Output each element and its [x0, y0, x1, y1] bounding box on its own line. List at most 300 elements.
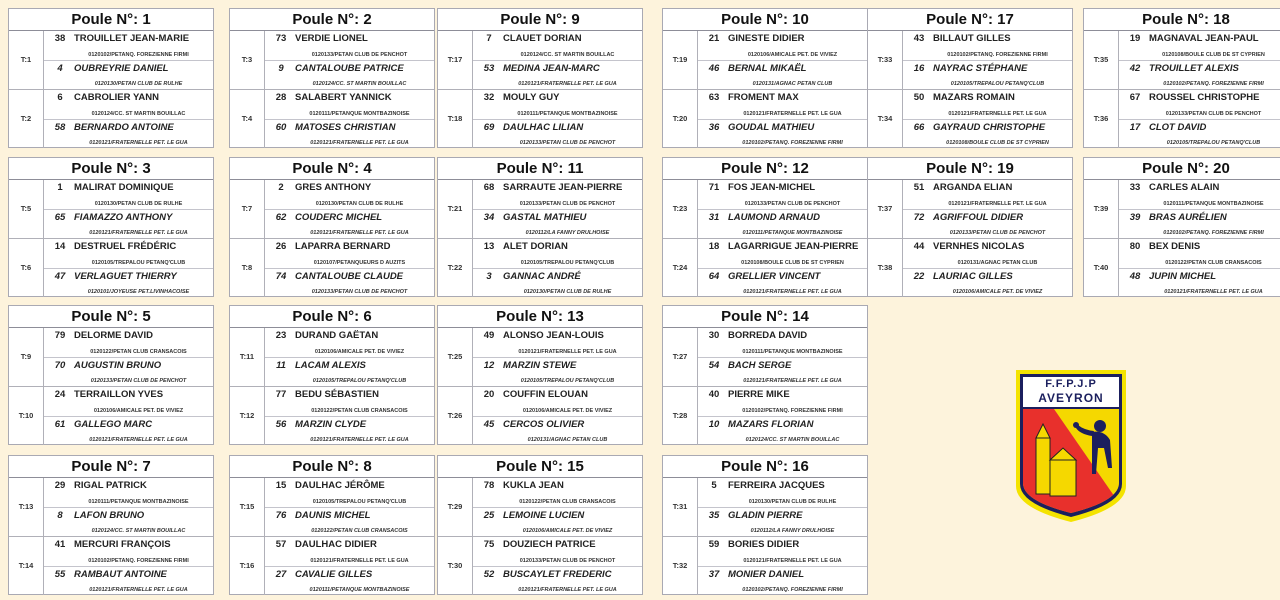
player-entry	[265, 268, 434, 297]
match-players	[473, 90, 642, 149]
player-entry	[1119, 180, 1280, 209]
player-entry	[265, 180, 434, 209]
match-row	[9, 387, 213, 446]
match-row	[438, 90, 642, 149]
player-club: 0120102/PETANQ. FOREZIENNE FIRMI	[742, 140, 843, 146]
player-club: 0120124/CC. ST MARTIN BOUILLAC	[91, 110, 186, 117]
player-name: MAZARS ROMAIN	[933, 91, 1015, 103]
pool-title: Poule N°: 12	[663, 158, 867, 180]
player-number: 31	[708, 211, 720, 223]
match-players	[698, 90, 867, 149]
player-name: KUKLA JEAN	[503, 480, 564, 491]
player-club: 0120122/PETAN CLUB CRANSACOIS	[90, 348, 187, 355]
player-entry	[265, 387, 434, 416]
player-entry	[44, 119, 213, 148]
player-club: 0120105/TREPALOU PETANQ'CLUB	[520, 259, 615, 266]
player-entry	[44, 90, 213, 119]
pool-title: Poule N°: 5	[9, 306, 213, 328]
player-name: RIGAL PATRICK	[74, 480, 147, 491]
player-entry	[265, 90, 434, 119]
player-club: 0120133/PETAN CLUB DE PENCHOT	[1165, 110, 1262, 117]
pool-title: Poule N°: 15	[438, 456, 642, 478]
pool-title: Poule N°: 8	[230, 456, 434, 478]
player-entry	[44, 357, 213, 386]
match-row	[230, 328, 434, 387]
match-row	[663, 387, 867, 446]
match-players	[265, 31, 434, 89]
player-name: BEDU SÉBASTIEN	[295, 388, 379, 400]
player-club: 0120121/FRATERNELLE PET. LE GUA	[743, 110, 842, 117]
match-row	[438, 180, 642, 239]
match-players	[265, 239, 434, 298]
player-club: 0120133/PETAN CLUB DE PENCHOT	[519, 557, 616, 564]
player-club: 0120106/AMICALE PET. DE VIVIEZ	[952, 289, 1043, 295]
player-club: 0120121/FRATERNELLE PET. LE GUA	[89, 140, 188, 146]
player-club: 0120111/PETANQUE MONTBAZINOISE	[88, 498, 189, 505]
match-row	[868, 180, 1072, 239]
table-label: T:15	[230, 478, 265, 536]
player-number: 3	[486, 270, 492, 282]
player-name: DURAND GAËTAN	[295, 330, 379, 341]
player-club: 0120121/FRATERNELLE PET. LE GUA	[1164, 289, 1263, 295]
match-row	[9, 239, 213, 298]
player-number: 46	[708, 62, 720, 74]
match-players	[265, 180, 434, 238]
player-number: 11	[276, 359, 286, 371]
player-entry	[473, 357, 642, 386]
player-club: 0120105/TREPALOU PETANQ'CLUB	[312, 377, 407, 384]
player-number: 75	[483, 538, 495, 550]
player-number: 33	[1129, 182, 1141, 193]
player-name: VERNHES NICOLAS	[933, 240, 1025, 252]
table-label: T:40	[1084, 239, 1119, 298]
player-entry	[44, 507, 213, 536]
table-label: T:21	[438, 180, 473, 238]
player-name: LEMOINE LUCIEN	[503, 509, 585, 521]
table-label: T:26	[438, 387, 473, 446]
table-label: T:1	[9, 31, 44, 89]
player-club: 0120121/FRATERNELLE PET. LE GUA	[743, 557, 842, 564]
player-name: CERCOS OLIVIER	[503, 418, 585, 430]
player-name: COUFFIN ELOUAN	[503, 388, 588, 400]
match-row	[230, 239, 434, 298]
player-club: 0120124/CC. ST MARTIN BOUILLAC	[745, 437, 840, 443]
player-entry	[698, 507, 867, 536]
player-number: 80	[1129, 240, 1141, 252]
player-entry	[698, 357, 867, 386]
match-row	[438, 478, 642, 537]
player-club: 0120130/PETAN CLUB DE RULHE	[748, 498, 837, 505]
player-club: 0120124/CC. ST MARTIN BOUILLAC	[520, 51, 615, 58]
pool-title: Poule N°: 4	[230, 158, 434, 180]
player-name: MAGNAVAL JEAN-PAUL	[1149, 33, 1259, 44]
player-entry	[44, 209, 213, 238]
player-number: 66	[913, 121, 925, 133]
player-club: 0120102/PETANQ. FOREZIENNE FIRMI	[742, 587, 843, 593]
pool-card-3	[8, 157, 214, 297]
match-players	[44, 180, 213, 238]
player-entry	[473, 239, 642, 268]
player-number: 65	[54, 211, 66, 223]
player-name: GRES ANTHONY	[295, 182, 372, 193]
player-number: 7	[486, 33, 492, 44]
table-label: T:23	[663, 180, 698, 238]
player-entry	[473, 478, 642, 507]
player-club: 0120112/LA FANNY DRULHOISE	[750, 527, 835, 534]
player-club: 0120133/PETAN CLUB DE PENCHOT	[744, 200, 841, 207]
player-number: 15	[275, 480, 287, 491]
player-name: BORREDA DAVID	[728, 330, 808, 341]
player-club: 0120133/PETAN CLUB DE PENCHOT	[519, 200, 616, 207]
player-entry	[473, 416, 642, 445]
player-entry	[1119, 209, 1280, 238]
table-label: T:28	[663, 387, 698, 446]
player-number: 62	[275, 211, 287, 223]
player-entry	[265, 537, 434, 566]
player-name: FERREIRA JACQUES	[728, 480, 825, 491]
match-row	[230, 478, 434, 537]
player-entry	[1119, 90, 1280, 119]
match-row	[663, 537, 867, 596]
player-club: 0120130/PETAN CLUB DE RULHE	[94, 200, 183, 207]
player-entry	[44, 60, 213, 89]
table-label: T:38	[868, 239, 903, 298]
pool-card-7	[8, 455, 214, 595]
player-number: 58	[54, 121, 66, 133]
player-name: VERDIE LIONEL	[295, 33, 368, 44]
match-row	[438, 387, 642, 446]
pool-title: Poule N°: 20	[1084, 158, 1280, 180]
player-entry	[903, 90, 1072, 119]
player-name: PIERRE MIKE	[728, 388, 790, 400]
player-entry	[473, 90, 642, 119]
table-label: T:12	[230, 387, 265, 446]
player-name: MARZIN STEWE	[503, 359, 577, 371]
player-number: 48	[1129, 270, 1141, 282]
player-entry	[44, 416, 213, 445]
player-entry	[265, 566, 434, 595]
player-number: 59	[708, 538, 720, 550]
match-row	[230, 387, 434, 446]
pool-title: Poule N°: 1	[9, 9, 213, 31]
match-row	[230, 31, 434, 90]
player-name: SARRAUTE JEAN-PIERRE	[503, 182, 623, 193]
table-label: T:18	[438, 90, 473, 149]
pool-card-17	[867, 8, 1073, 148]
player-number: 50	[913, 91, 925, 103]
pool-card-20	[1083, 157, 1280, 297]
table-label: T:9	[9, 328, 44, 386]
player-entry	[265, 328, 434, 357]
match-players	[473, 537, 642, 596]
player-club: 0120105/TREPALOU PETANQ'CLUB	[312, 498, 407, 505]
match-players	[698, 387, 867, 446]
player-number: 67	[1129, 91, 1141, 103]
player-entry	[903, 119, 1072, 148]
player-number: 36	[708, 121, 720, 133]
match-row	[663, 239, 867, 298]
player-entry	[1119, 239, 1280, 268]
match-players	[1119, 180, 1280, 238]
player-number: 27	[275, 568, 287, 580]
player-club: 0120111/PETANQUE MONTBAZINOISE	[309, 110, 410, 117]
pool-card-19	[867, 157, 1073, 297]
player-club: 0120121/FRATERNELLE PET. LE GUA	[948, 200, 1047, 207]
player-entry	[698, 328, 867, 357]
player-number: 16	[913, 62, 925, 74]
match-players	[1119, 239, 1280, 298]
player-number: 45	[483, 418, 495, 430]
match-players	[265, 537, 434, 596]
table-label: T:4	[230, 90, 265, 149]
table-label: T:31	[663, 478, 698, 536]
player-number: 44	[913, 240, 925, 252]
player-club: 0120107/PETANQUEURS D AUZITS	[313, 259, 406, 266]
pool-card-9	[437, 8, 643, 148]
player-number: 30	[708, 330, 720, 341]
match-row	[1084, 180, 1280, 239]
player-name: GRELLIER VINCENT	[728, 270, 821, 282]
player-club: 0120121/FRATERNELLE PET. LE GUA	[518, 348, 617, 355]
player-club: 0120105/TREPALOU PETANQ'CLUB	[520, 377, 615, 384]
player-number: 47	[54, 270, 66, 282]
match-players	[473, 239, 642, 298]
pool-card-13	[437, 305, 643, 445]
pool-card-5	[8, 305, 214, 445]
player-name: VERLAGUET THIERRY	[74, 270, 177, 282]
player-name: CLOT DAVID	[1149, 121, 1207, 133]
table-label: T:29	[438, 478, 473, 536]
player-club: 0120121/FRATERNELLE PET. LE GUA	[89, 229, 188, 236]
match-row	[1084, 239, 1280, 298]
table-label: T:7	[230, 180, 265, 238]
player-name: LAFON BRUNO	[74, 509, 145, 521]
match-players	[44, 537, 213, 596]
match-players	[44, 328, 213, 386]
match-players	[44, 239, 213, 298]
player-club: 0120121/FRATERNELLE PET. LE GUA	[89, 587, 188, 593]
match-players	[265, 387, 434, 446]
player-name: BEX DENIS	[1149, 240, 1201, 252]
match-players	[44, 478, 213, 536]
player-name: SALABERT YANNICK	[295, 91, 392, 103]
player-entry	[698, 119, 867, 148]
player-entry	[44, 566, 213, 595]
player-name: NAYRAC STÉPHANE	[933, 62, 1028, 74]
player-entry	[265, 357, 434, 386]
player-club: 0120105/TREPALOU PETANQ'CLUB	[1166, 140, 1261, 146]
player-name: ALONSO JEAN-LOUIS	[503, 330, 604, 341]
match-players	[698, 328, 867, 386]
pool-title: Poule N°: 17	[868, 9, 1072, 31]
player-club: 0120106/AMICALE PET. DE VIVIEZ	[93, 407, 184, 414]
player-entry	[1119, 31, 1280, 60]
player-entry	[473, 268, 642, 297]
match-row	[230, 180, 434, 239]
match-players	[473, 387, 642, 446]
player-club: 0120121/FRATERNELLE PET. LE GUA	[310, 140, 409, 146]
player-number: 14	[54, 240, 66, 252]
table-label: T:17	[438, 31, 473, 89]
player-club: 0120121/FRATERNELLE PET. LE GUA	[743, 377, 842, 384]
player-number: 28	[275, 91, 287, 103]
player-number: 39	[1129, 211, 1141, 223]
player-name: GASTAL MATHIEU	[503, 211, 587, 223]
player-name: ARGANDA ELIAN	[933, 182, 1013, 193]
player-name: BRAS AURÉLIEN	[1149, 211, 1227, 223]
player-club: 0120121/FRATERNELLE PET. LE GUA	[310, 229, 409, 236]
player-club: 0120105/TREPALOU PETANQ'CLUB	[91, 259, 186, 266]
player-entry	[44, 31, 213, 60]
match-players	[265, 478, 434, 536]
pool-title: Poule N°: 9	[438, 9, 642, 31]
player-name: GANNAC ANDRÉ	[503, 270, 581, 282]
player-name: LAUMOND ARNAUD	[728, 211, 820, 223]
player-name: DAULHAC JÉRÔME	[295, 480, 385, 491]
match-players	[903, 180, 1072, 238]
table-label: T:20	[663, 90, 698, 149]
match-players	[698, 31, 867, 89]
player-number: 60	[275, 121, 287, 133]
player-entry	[698, 209, 867, 238]
pool-card-14	[662, 305, 868, 445]
player-name: COUDERC MICHEL	[295, 211, 383, 223]
table-label: T:3	[230, 31, 265, 89]
player-club: 0120121/FRATERNELLE PET. LE GUA	[948, 110, 1047, 117]
player-name: AUGUSTIN BRUNO	[74, 359, 162, 371]
player-entry	[698, 268, 867, 297]
player-entry	[44, 239, 213, 268]
player-name: MEDINA JEAN-MARC	[503, 62, 600, 74]
player-number: 35	[708, 509, 720, 521]
player-club: 0120130/PETAN CLUB DE RULHE	[523, 289, 612, 295]
match-row	[1084, 90, 1280, 149]
player-club: 0120124/CC. ST MARTIN BOUILLAC	[312, 80, 407, 87]
player-entry	[265, 119, 434, 148]
pool-card-11	[437, 157, 643, 297]
player-name: BERNAL MIKAËL	[728, 62, 807, 74]
player-entry	[903, 239, 1072, 268]
match-row	[438, 537, 642, 596]
match-row	[438, 328, 642, 387]
match-players	[903, 31, 1072, 89]
player-number: 56	[275, 418, 287, 430]
player-number: 40	[708, 388, 720, 400]
match-players	[1119, 31, 1280, 89]
player-entry	[265, 239, 434, 268]
player-entry	[698, 180, 867, 209]
match-players	[473, 478, 642, 536]
player-club: 0120133/PETAN CLUB DE PENCHOT	[519, 140, 616, 146]
player-name: DAUNIS MICHEL	[295, 509, 371, 521]
pool-card-4	[229, 157, 435, 297]
table-label: T:30	[438, 537, 473, 596]
player-number: 73	[275, 33, 287, 44]
player-number: 38	[54, 33, 66, 44]
player-name: ROUSSEL CHRISTOPHE	[1149, 91, 1260, 103]
player-club: 0120130/PETAN CLUB DE RULHE	[94, 80, 183, 87]
player-name: MERCURI FRANÇOIS	[74, 538, 171, 550]
player-name: BILLAUT GILLES	[933, 33, 1011, 44]
player-club: 0120108/BOULE CLUB DE ST CYPRIEN	[741, 259, 844, 266]
player-number: 55	[54, 568, 66, 580]
player-number: 69	[483, 121, 495, 133]
player-entry	[44, 268, 213, 297]
player-club: 0120102/PETANQ. FOREZIENNE FIRMI	[88, 51, 189, 58]
player-entry	[698, 416, 867, 445]
player-name: FOS JEAN-MICHEL	[728, 182, 816, 193]
player-club: 0120121/FRATERNELLE PET. LE GUA	[518, 80, 617, 87]
player-name: LAGARRIGUE JEAN-PIERRE	[728, 240, 859, 252]
match-players	[265, 328, 434, 386]
player-club: 0120121/FRATERNELLE PET. LE GUA	[310, 557, 409, 564]
player-club: 0120111/PETANQUE MONTBAZINOISE	[309, 587, 410, 593]
player-name: BUSCAYLET FREDERIC	[503, 568, 612, 580]
player-entry	[698, 60, 867, 89]
player-number: 71	[708, 182, 720, 193]
player-name: CANTALOUBE CLAUDE	[295, 270, 404, 282]
player-club: 0120122/PETAN CLUB CRANSACOIS	[311, 527, 408, 534]
player-club: 0120106/AMICALE PET. DE VIVIEZ	[522, 407, 613, 414]
player-entry	[903, 31, 1072, 60]
player-entry	[473, 119, 642, 148]
match-row	[868, 239, 1072, 298]
player-entry	[473, 180, 642, 209]
player-number: 17	[1129, 121, 1141, 133]
player-number: 1	[57, 182, 63, 193]
player-name: DESTRUEL FRÉDÉRIC	[74, 240, 177, 252]
player-number: 20	[483, 388, 495, 400]
player-name: ALET DORIAN	[503, 240, 568, 252]
player-club: 0120122/PETAN CLUB CRANSACOIS	[1165, 259, 1262, 266]
pool-title: Poule N°: 10	[663, 9, 867, 31]
player-club: 0120133/PETAN CLUB DE PENCHOT	[90, 377, 187, 384]
player-number: 78	[483, 480, 495, 491]
table-label: T:22	[438, 239, 473, 298]
player-number: 76	[275, 509, 287, 521]
player-number: 57	[275, 538, 287, 550]
player-name: MAZARS FLORIAN	[728, 418, 814, 430]
match-row	[9, 478, 213, 537]
player-entry	[698, 387, 867, 416]
player-number: 8	[57, 509, 63, 521]
player-number: 13	[483, 240, 495, 252]
logo-text-line1: F.F.P.J.P	[1045, 378, 1097, 390]
player-entry	[265, 31, 434, 60]
player-club: 0120121/FRATERNELLE PET. LE GUA	[310, 437, 409, 443]
player-number: 53	[483, 62, 495, 74]
player-entry	[44, 537, 213, 566]
player-number: 74	[275, 270, 287, 282]
player-name: DAULHAC DIDIER	[295, 538, 377, 550]
player-number: 49	[483, 330, 495, 341]
player-number: 54	[708, 359, 720, 371]
player-number: 12	[483, 359, 495, 371]
player-club: 0120102/PETANQ. FOREZIENNE FIRMI	[1163, 80, 1264, 87]
player-name: CARLES ALAIN	[1149, 182, 1220, 193]
player-entry	[265, 478, 434, 507]
player-entry	[1119, 268, 1280, 297]
player-name: LAURIAC GILLES	[933, 270, 1013, 282]
player-entry	[698, 31, 867, 60]
player-club: 0120111/PETANQUE MONTBAZINOISE	[742, 348, 843, 355]
table-label: T:2	[9, 90, 44, 149]
match-players	[1119, 90, 1280, 149]
pool-card-6	[229, 305, 435, 445]
player-club: 0120122/PETAN CLUB CRANSACOIS	[311, 407, 408, 414]
player-entry	[1119, 119, 1280, 148]
player-name: GALLEGO MARC	[74, 418, 153, 430]
